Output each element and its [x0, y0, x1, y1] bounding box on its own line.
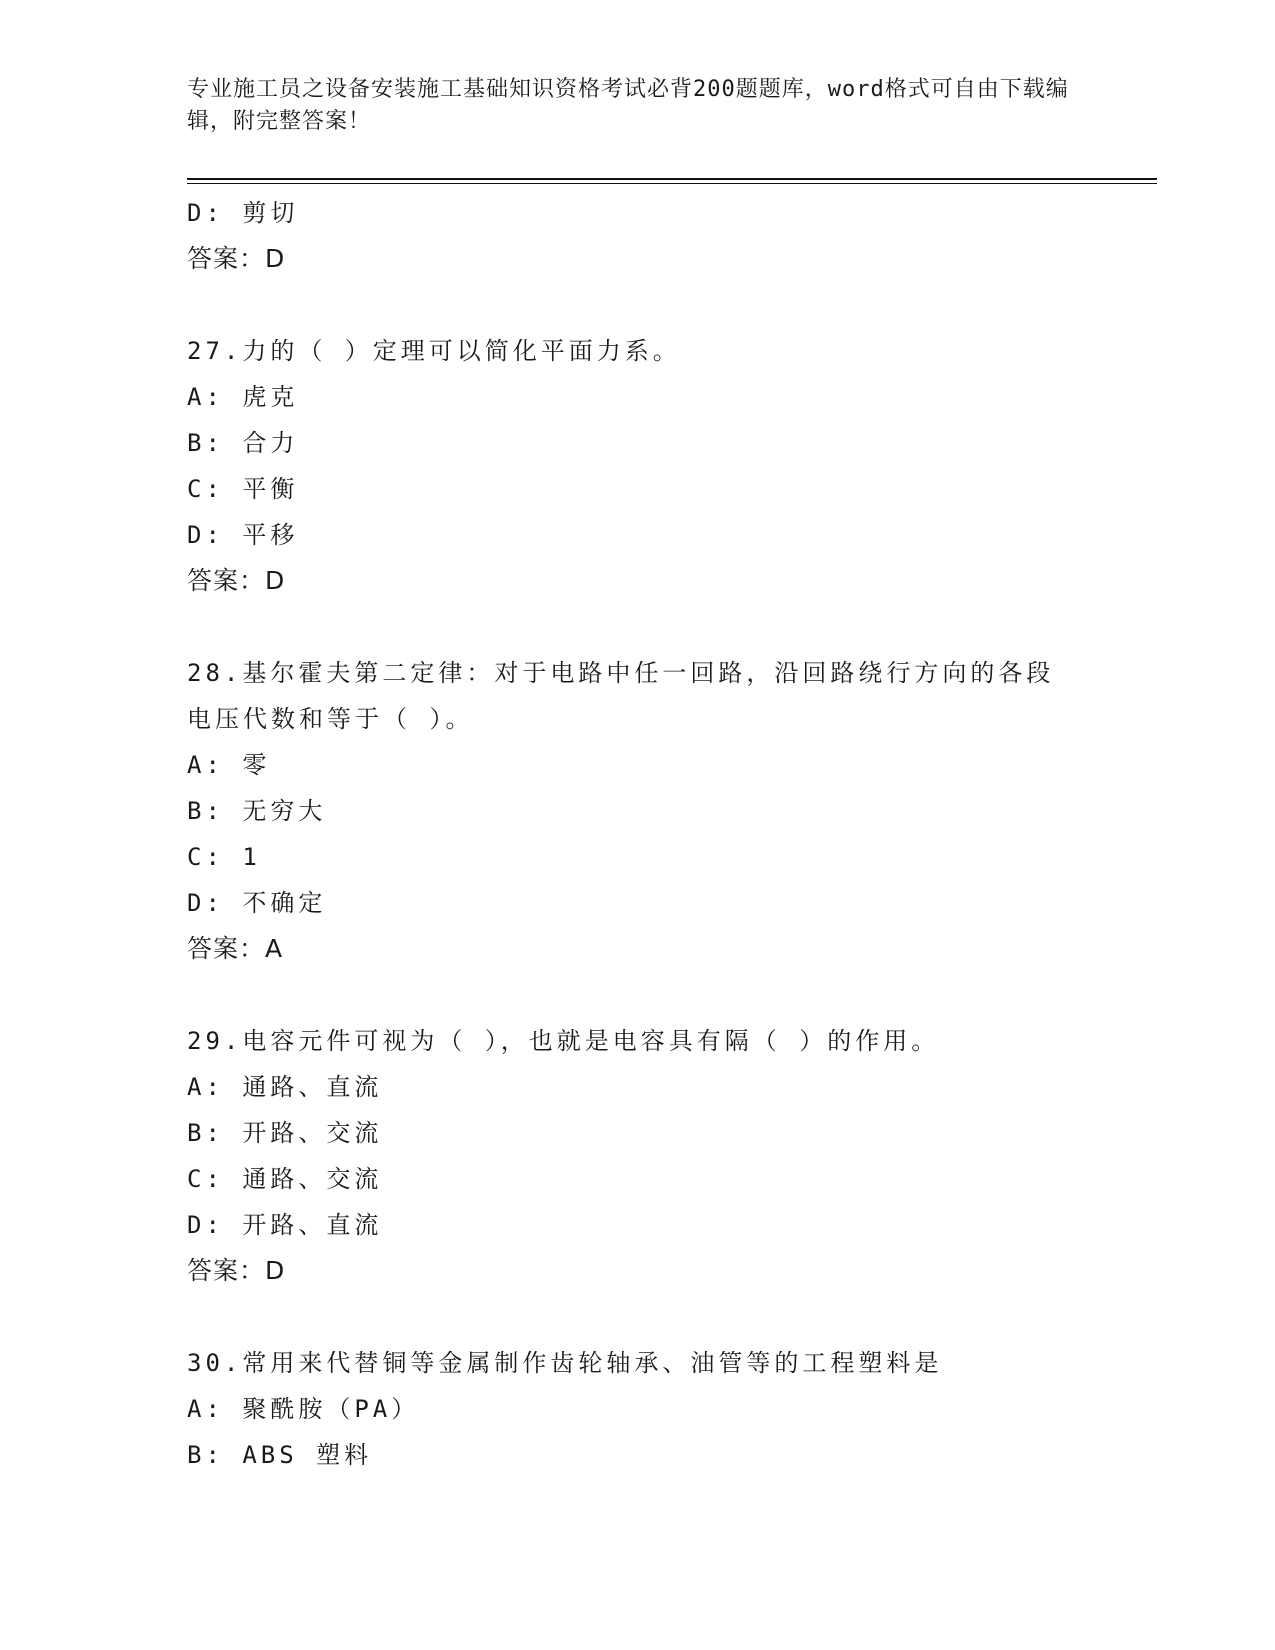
option-b: B: 开路、交流 [187, 1119, 383, 1147]
answer: 答案：D [187, 1256, 286, 1285]
option-d: D: 开路、直流 [187, 1211, 383, 1239]
answer: 答案：D [187, 566, 286, 595]
question-30 [187, 1340, 1087, 1478]
question-stem: 27.力的（ ）定理可以简化平面力系。 [187, 337, 681, 365]
answer: 答案：D [187, 244, 286, 273]
spacer [187, 604, 1087, 650]
answer: 答案：A [187, 934, 284, 963]
option-a: A: 聚酰胺（PA） [187, 1395, 420, 1423]
question-stem: 28.基尔霍夫第二定律：对于电路中任一回路，沿回路绕行方向的各段 [187, 659, 1055, 687]
option-b: B: ABS 塑料 [187, 1441, 373, 1469]
option-b: B: 合力 [187, 429, 299, 457]
spacer [187, 1294, 1087, 1340]
header-divider [187, 178, 1157, 180]
question-stem: 29.电容元件可视为（ ），也就是电容具有隔（ ）的作用。 [187, 1027, 940, 1055]
option-c: C: 1 [187, 843, 261, 871]
option-d: D: 平移 [187, 521, 299, 549]
option-a: A: 虎克 [187, 383, 299, 411]
spacer [187, 972, 1087, 1018]
header-divider-thin [187, 183, 1157, 184]
question-29 [187, 1018, 1087, 1294]
option-b: B: 无穷大 [187, 797, 327, 825]
question-27 [187, 328, 1087, 604]
question-stem: 30.常用来代替铜等金属制作齿轮轴承、油管等的工程塑料是 [187, 1349, 943, 1377]
option-d: D: 剪切 [187, 199, 299, 227]
spacer [187, 282, 1087, 328]
question-28 [187, 650, 1087, 972]
question-stem-continued: 电压代数和等于（ ）。 [187, 705, 474, 733]
question-content [187, 190, 1087, 1478]
option-a: A: 通路、直流 [187, 1073, 383, 1101]
page-header: 专业施工员之设备安装施工基础知识资格考试必背200题题库，word格式可自由下载编辑，附完整答案！ [187, 77, 1069, 134]
option-a: A: 零 [187, 751, 271, 779]
option-c: C: 通路、交流 [187, 1165, 383, 1193]
option-c: C: 平衡 [187, 475, 299, 503]
option-d: D: 不确定 [187, 889, 327, 917]
